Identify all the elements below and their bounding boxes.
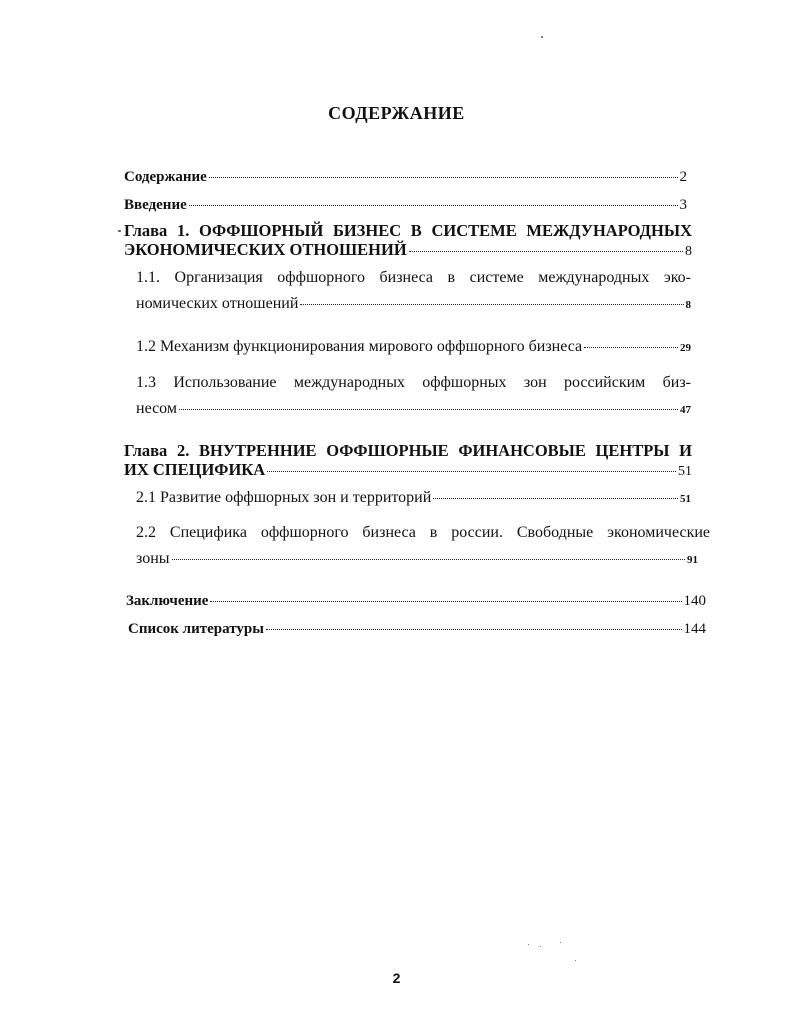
scan-speck — [528, 944, 529, 945]
dot-leader — [433, 497, 678, 499]
dot-leader — [189, 204, 678, 206]
dot-leader — [266, 628, 682, 630]
dot-leader — [210, 600, 681, 602]
toc-section-1-1 — [136, 269, 691, 313]
chapter-title-line-1: Глава 1. ОФФШОРНЫЙ БИЗНЕС В СИСТЕМЕ МЕЖДУНАРОДНЫХ — [124, 221, 692, 240]
dot-leader — [267, 470, 676, 472]
toc-page-number: 29 — [680, 342, 691, 354]
chapter-title-line-1: Глава 2. ВНУТРЕННИЕ ОФФШОРНЫЕ ФИНАНСОВЫЕ ЦЕНТРЫ И — [124, 441, 692, 460]
section-title-line-2: номических отношений — [136, 295, 299, 312]
toc-page-number: 144 — [683, 621, 706, 637]
chapter-title-line-2: ИХ СПЕЦИФИКА — [124, 460, 266, 479]
toc-page-number: 47 — [680, 404, 691, 416]
section-title-line-2: зоны — [136, 550, 170, 567]
toc-section-1-2 — [136, 338, 691, 356]
section-title-line-1: 2.2 Специфика оффшорного бизнеса в россии. Свободные экономические — [136, 524, 710, 541]
toc-section-1-3 — [136, 374, 691, 418]
toc-entry-references — [128, 621, 706, 638]
dot-leader — [172, 558, 685, 560]
toc-chapter-2 — [124, 441, 692, 480]
toc-entry-intro — [124, 197, 687, 214]
dot-leader — [584, 346, 678, 348]
page-number: 2 — [392, 970, 401, 986]
section-title: 2.1 Развитие оффшорных зон и территорий — [136, 489, 432, 506]
toc-page-number: 51 — [680, 493, 691, 505]
toc-section-2-1 — [136, 489, 691, 507]
toc-page-number: 51 — [678, 464, 692, 479]
toc-page-number: 91 — [687, 554, 698, 566]
section-title: 1.2 Механизм функционирования мирового оффшорного бизнеса — [136, 338, 583, 355]
toc-page-number: 3 — [679, 197, 687, 213]
chapter-title-line-2: ЭКОНОМИЧЕСКИХ ОТНОШЕНИЙ — [124, 240, 407, 259]
toc-chapter-1 — [124, 221, 692, 260]
scan-speck — [541, 36, 543, 38]
scan-speck — [540, 946, 541, 947]
section-title-line-1: 1.3 Использование международных оффшорных зон российским биз- — [136, 374, 691, 391]
toc-entry-label: Список литературы — [128, 621, 264, 637]
toc-entry-label: Содержание — [124, 169, 207, 185]
toc-page-number: 140 — [683, 593, 706, 609]
dot-leader — [179, 408, 678, 410]
toc-page-number: 8 — [685, 299, 691, 311]
scan-speck — [118, 230, 121, 232]
dot-leader — [409, 250, 683, 252]
toc-entry-conclusion — [126, 593, 706, 610]
toc-page-number: 2 — [679, 169, 687, 185]
toc-entry-contents — [124, 169, 687, 186]
page-title: СОДЕРЖАНИЕ — [328, 103, 465, 123]
dot-leader — [300, 303, 683, 305]
toc-entry-label: Введение — [124, 197, 187, 213]
scan-speck — [560, 942, 561, 943]
section-title-line-1: 1.1. Организация оффшорного бизнеса в системе международных эко- — [136, 269, 691, 286]
scan-speck — [575, 960, 576, 961]
section-title-line-2: несом — [136, 400, 177, 417]
dot-leader — [209, 176, 678, 178]
toc-entry-label: Заключение — [126, 593, 209, 609]
toc-section-2-2 — [136, 524, 710, 568]
toc-page-number: 8 — [685, 244, 692, 259]
